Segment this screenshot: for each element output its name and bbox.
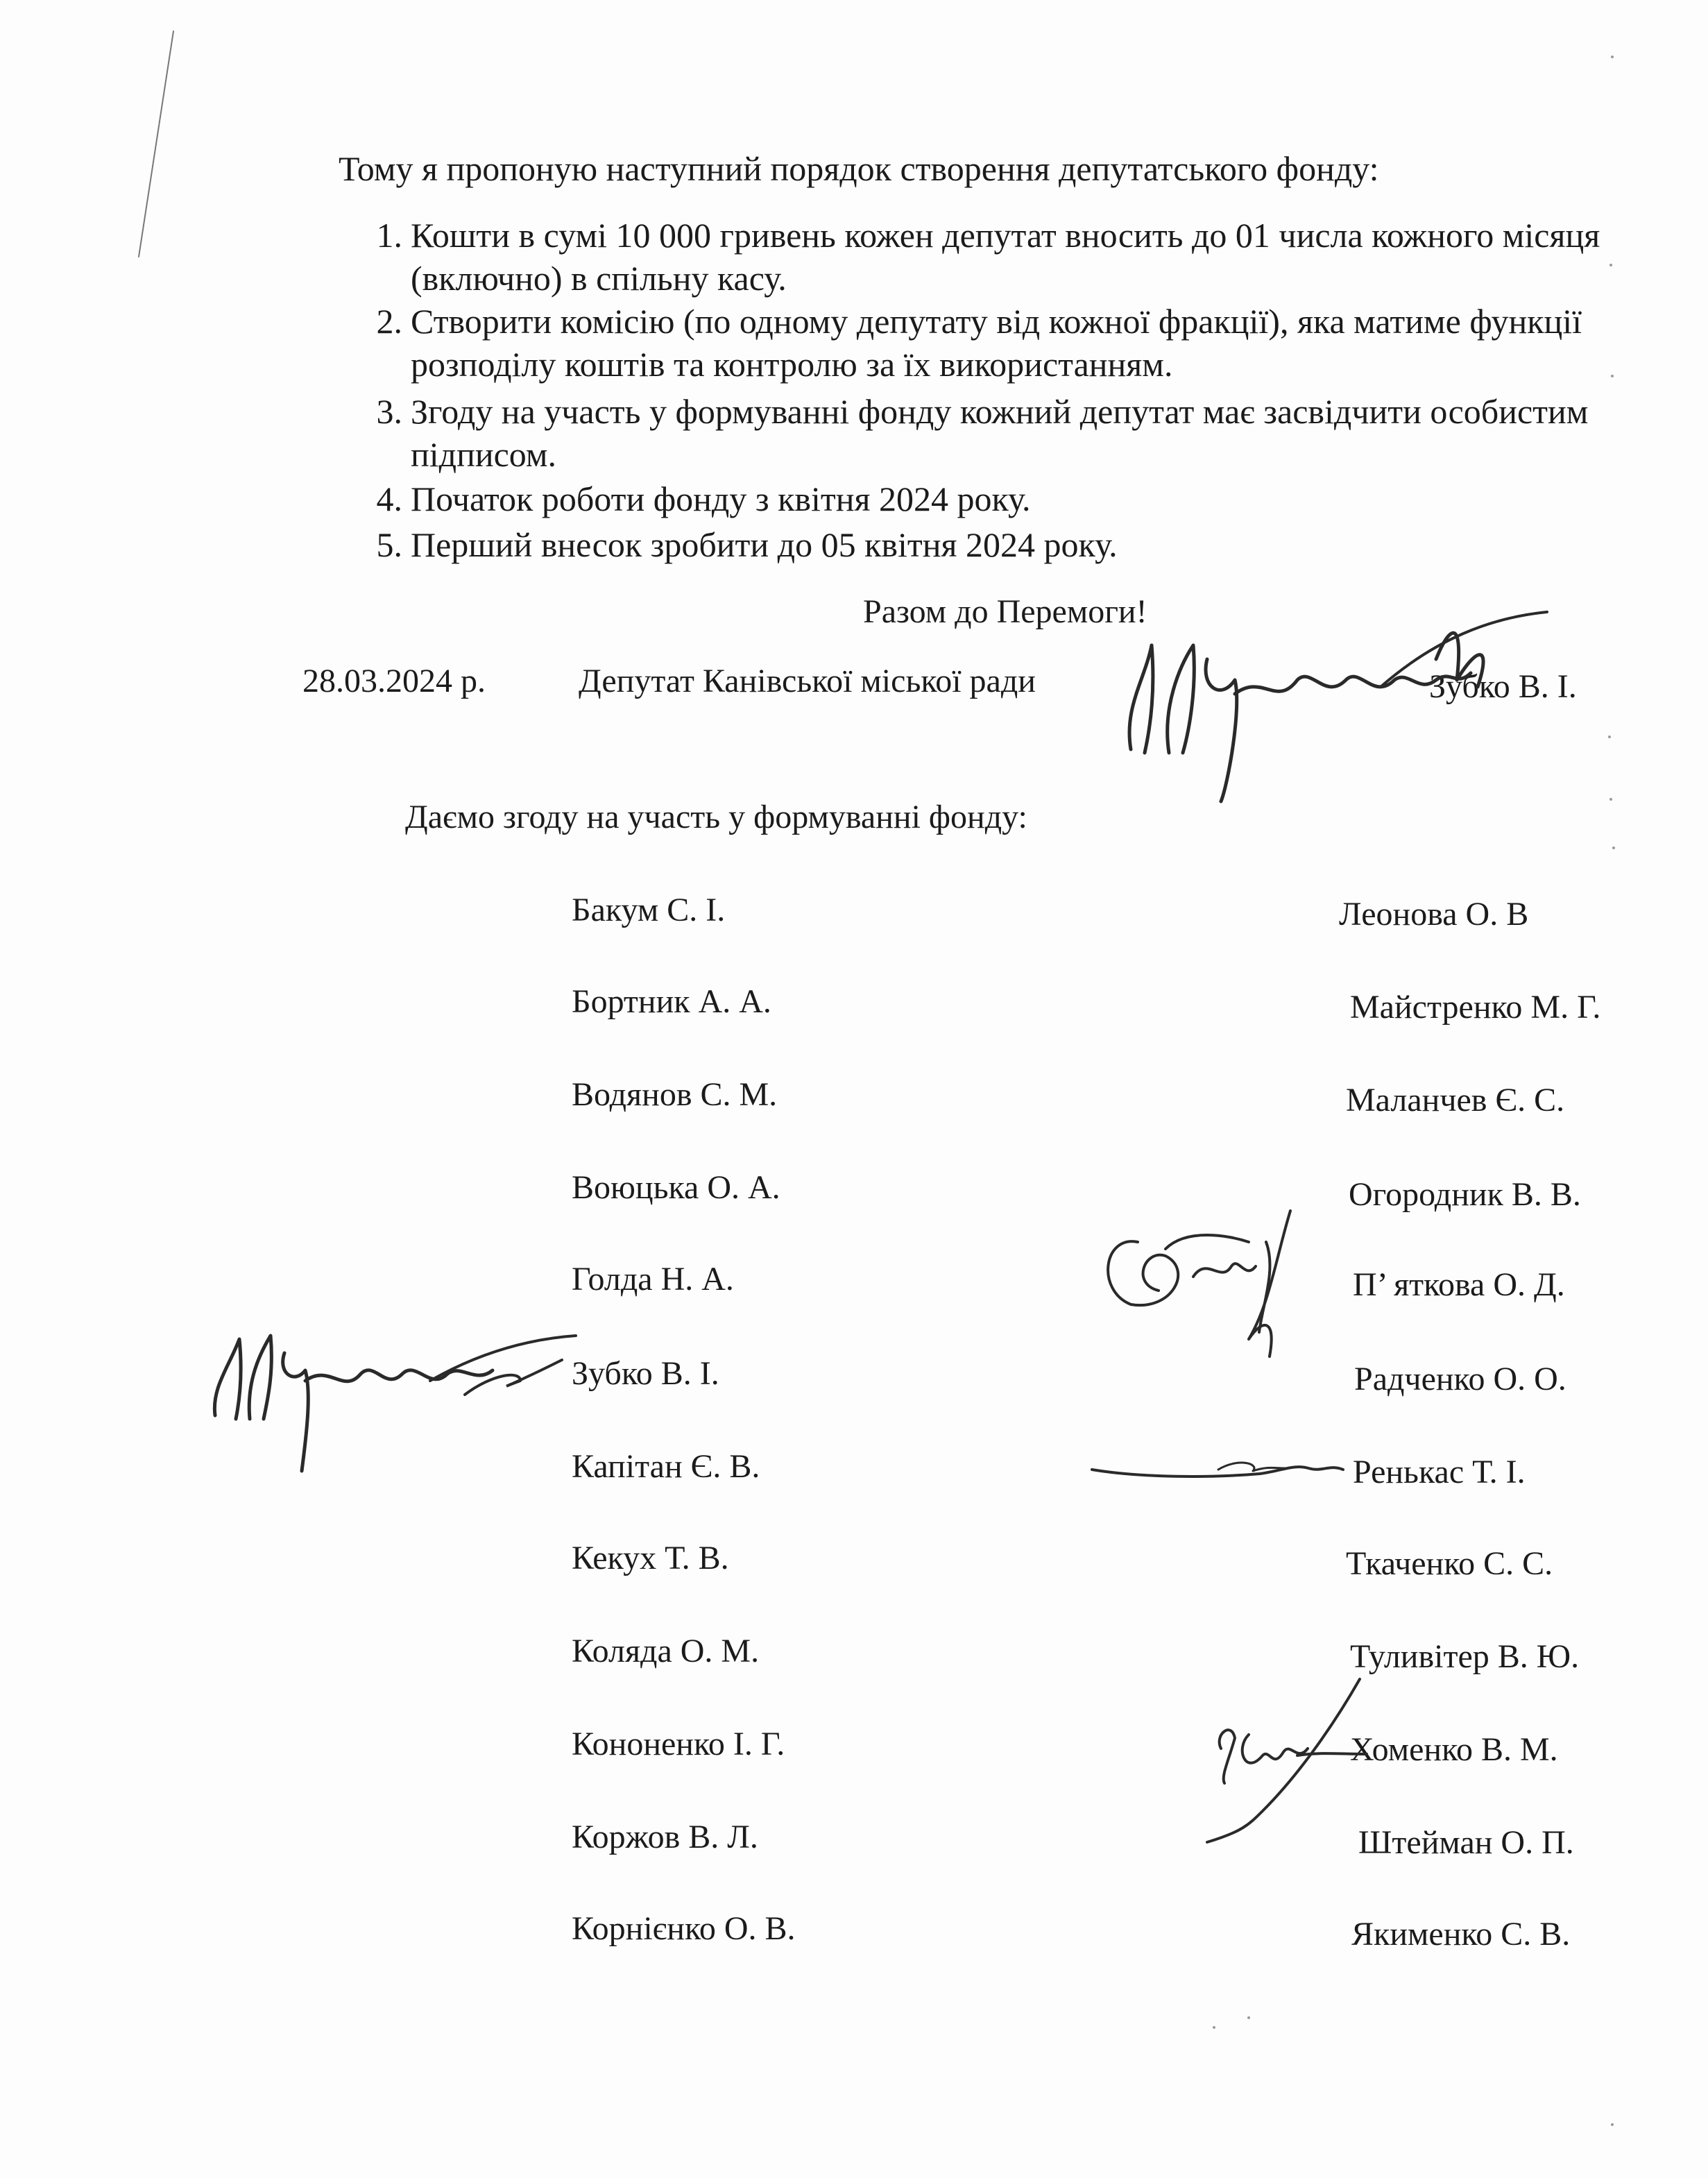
list-item: Якименко С. В. xyxy=(1351,1916,1571,1952)
scan-speck xyxy=(1611,56,1614,58)
scan-speck xyxy=(1608,735,1611,738)
signature-name: Зубко В. І. xyxy=(1429,668,1577,705)
handwritten-signature xyxy=(1089,1200,1311,1367)
handwritten-signature xyxy=(1103,604,1561,812)
list-number: 4. xyxy=(376,479,402,518)
scan-speck xyxy=(1213,2026,1215,2029)
list-item: Штейман О. П. xyxy=(1358,1824,1574,1861)
list-item: Воюцька О. А. xyxy=(572,1169,780,1206)
list-item: Капітан Є. В. xyxy=(572,1448,760,1485)
signature-position: Депутат Канівської міської ради xyxy=(579,663,1036,699)
handwritten-signature xyxy=(1086,1443,1350,1492)
scan-speck xyxy=(1611,2123,1614,2126)
list-item: Коржов В. Л. xyxy=(572,1819,758,1855)
list-item: Туливітер В. Ю. xyxy=(1350,1638,1580,1675)
list-item: Кекух Т. В. xyxy=(572,1540,729,1576)
list-item: Голда Н. А. xyxy=(572,1261,734,1298)
list-text: Перший внесок зробити до 05 квітня 2024 року. xyxy=(411,525,1118,564)
list-item: Майстренко М. Г. xyxy=(1350,989,1601,1026)
list-item: Бакум С. І. xyxy=(572,892,726,928)
scan-mark xyxy=(132,28,187,264)
list-item: Леонова О. В xyxy=(1339,896,1529,933)
list-text: Початок роботи фонду з квітня 2024 року. xyxy=(411,479,1031,518)
list-number: 3. xyxy=(376,392,402,431)
scan-speck xyxy=(1247,2016,1250,2019)
list-number: 1. xyxy=(376,216,402,255)
list-number: 5. xyxy=(376,525,402,564)
list-item: Бортник А. А. xyxy=(572,983,771,1020)
list-item: Коляда О. М. xyxy=(572,1633,760,1669)
list-item: Корнієнко О. В. xyxy=(572,1910,796,1947)
list-item: П’ яткова О. Д. xyxy=(1353,1266,1565,1303)
list-item: Зубко В. І. xyxy=(572,1355,719,1392)
list-text: Кошти в сумі 10 000 гривень кожен депутат вносить до 01 числа кожного місяця (включно) в спільну касу. xyxy=(411,216,1600,298)
list-number: 2. xyxy=(376,302,402,341)
scan-speck xyxy=(1612,846,1615,849)
intro-text: Тому я пропоную наступний порядок створення депутатського фонду: xyxy=(339,149,1379,188)
handwritten-signature xyxy=(1193,1672,1374,1846)
list-item: Кононенко І. Г. xyxy=(572,1726,785,1762)
list-item: Хоменко В. М. xyxy=(1350,1731,1558,1768)
list-item: Ренькас Т. І. xyxy=(1353,1454,1526,1490)
list-text: Згоду на участь у формуванні фонду кожний депутат має засвідчити особистим підписом. xyxy=(411,392,1589,474)
scan-speck xyxy=(1611,375,1614,377)
list-item: Радченко О. О. xyxy=(1354,1361,1566,1397)
list-item: Огородник В. В. xyxy=(1349,1176,1581,1213)
signature-date: 28.03.2024 р. xyxy=(302,663,486,699)
closing-text: Разом до Перемоги! xyxy=(863,593,1147,630)
consent-heading: Даємо згоду на участь у формуванні фонду: xyxy=(405,799,1027,835)
list-item: Маланчев Є. С. xyxy=(1346,1082,1565,1118)
list-item: Водянов С. М. xyxy=(572,1076,778,1113)
scan-speck xyxy=(1609,798,1612,801)
list-text: Створити комісію (по одному депутату від кожної фракції), яка матиме функції розподілу коштів та контролю за їх використанням. xyxy=(411,302,1582,384)
list-item: Ткаченко С. С. xyxy=(1346,1545,1553,1582)
handwritten-signature xyxy=(201,1304,590,1485)
scan-speck xyxy=(1609,264,1612,266)
